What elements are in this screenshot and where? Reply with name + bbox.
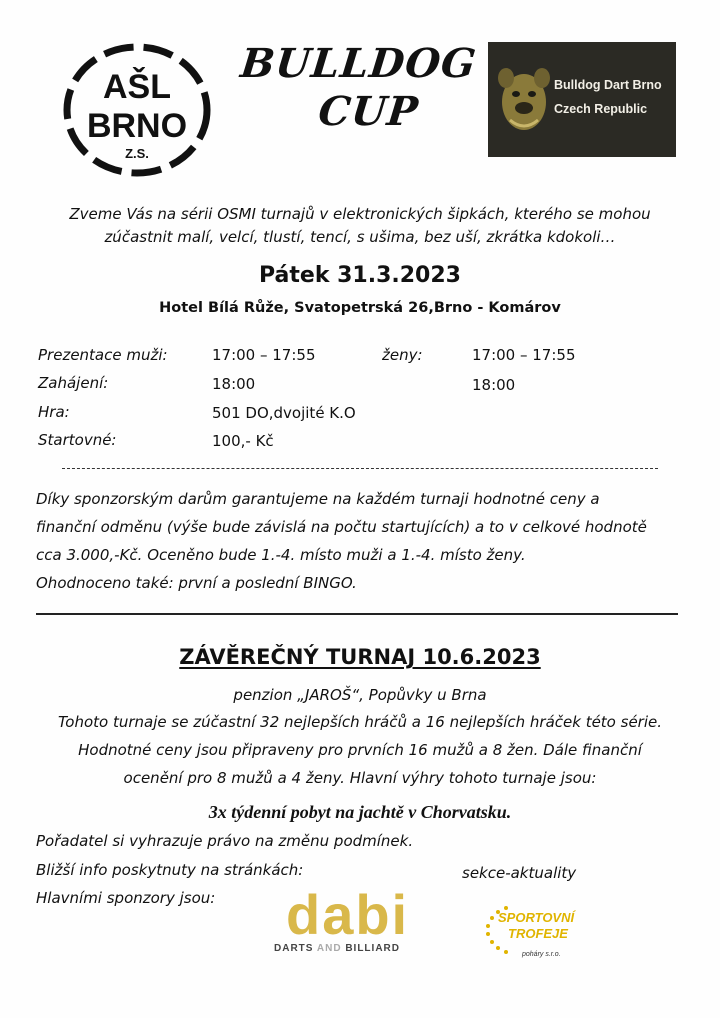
- asl-brno-logo: [62, 40, 212, 180]
- women-start-time: 18:00: [472, 376, 516, 394]
- sponsors-label: Hlavními sponzory jsou:: [36, 889, 216, 907]
- prizes-line4: Ohodnoceno také: první a poslední BINGO.: [36, 574, 357, 592]
- info-note: Bližší info poskytnuty na stránkách:: [36, 861, 304, 879]
- trofeje-line3: poháry s.r.o.: [522, 951, 561, 958]
- dashed-divider: [62, 468, 658, 469]
- prizes-line2: finanční odměnu (výše bude závislá na počtu startujících) a to v celkové hodnotě: [36, 518, 647, 536]
- fee-value: 100,- Kč: [212, 432, 274, 450]
- section-link: sekce-aktuality: [462, 864, 577, 882]
- club-name: Bulldog Dart Brno: [554, 78, 662, 92]
- organizer-note: Pořadatel si vyhrazuje právo na změnu podmínek.: [36, 832, 414, 850]
- final-title: ZÁVĚREČNÝ TURNAJ 10.6.2023: [179, 645, 541, 669]
- dabi-sub-billiard: BILLIARD: [345, 943, 400, 954]
- title-line2: CUP: [316, 88, 421, 135]
- asl-logo-bottom: Z.S.: [125, 146, 149, 161]
- start-time: 18:00: [212, 375, 256, 393]
- asl-logo-middle: BRNO: [86, 107, 188, 145]
- page-title: [231, 40, 481, 136]
- prizes-line1: Díky sponzorským darům garantujeme na každém turnaji hodnotné ceny a: [36, 490, 600, 508]
- final-line2: Hodnotné ceny jsou připraveny pro prvních 16 mužů a 8 žen. Dále finanční: [78, 741, 642, 759]
- club-country: Czech Republic: [554, 102, 648, 116]
- game-value: 501 DO,dvojité K.O: [212, 404, 356, 422]
- dabi-logo: [268, 883, 418, 964]
- dabi-sub-darts: DARTS: [274, 943, 314, 954]
- final-line3: ocenění pro 8 mužů a 4 ženy. Hlavní výhry tohoto turnaje jsou:: [123, 769, 597, 787]
- fee-label: Startovné:: [38, 431, 117, 449]
- event-date: Pátek 31.3.2023: [259, 263, 461, 288]
- women-time: 17:00 – 17:55: [472, 346, 576, 364]
- presentation-time: 17:00 – 17:55: [212, 346, 316, 364]
- trofeje-line1: SPORTOVNÍ: [498, 910, 575, 925]
- dabi-wordmark: dabi: [286, 883, 410, 946]
- main-prize: 3x týdenní pobyt na jachtě v Chorvatsku.: [208, 802, 512, 822]
- presentation-label: Prezentace muži:: [38, 346, 168, 364]
- club-logo-box: [488, 42, 676, 157]
- final-venue: penzion „JAROŠ“, Popůvky u Brna: [233, 686, 487, 704]
- women-label: ženy:: [382, 346, 423, 364]
- dabi-subtitle: [274, 943, 400, 954]
- asl-logo-top: AŠL: [103, 68, 171, 106]
- start-label: Zahájení:: [38, 374, 109, 392]
- sportovni-trofeje-logo: [482, 900, 592, 962]
- title-line1: BULLDOG: [238, 40, 479, 87]
- solid-divider: [36, 613, 678, 615]
- bulldog-icon: [494, 56, 554, 144]
- prizes-line3: cca 3.000,-Kč. Oceněno bude 1.-4. místo muži a 1.-4. místo ženy.: [36, 546, 526, 564]
- game-label: Hra:: [38, 403, 70, 421]
- event-venue: Hotel Bílá Růže, Svatopetrská 26,Brno - Komárov: [159, 300, 561, 316]
- intro-line1: Zveme Vás na sérii OSMI turnajů v elektronických šipkách, kterého se mohou: [69, 205, 651, 223]
- final-line1: Tohoto turnaje se zúčastní 32 nejlepších hráčů a 16 nejlepších hráček této série.: [58, 713, 662, 731]
- trofeje-line2: TROFEJE: [508, 926, 568, 941]
- dabi-sub-and: AND: [316, 943, 342, 954]
- intro-line2: zúčastnit malí, velcí, tlustí, tencí, s ušima, bez uší, zkrátka kdokoli…: [104, 228, 616, 246]
